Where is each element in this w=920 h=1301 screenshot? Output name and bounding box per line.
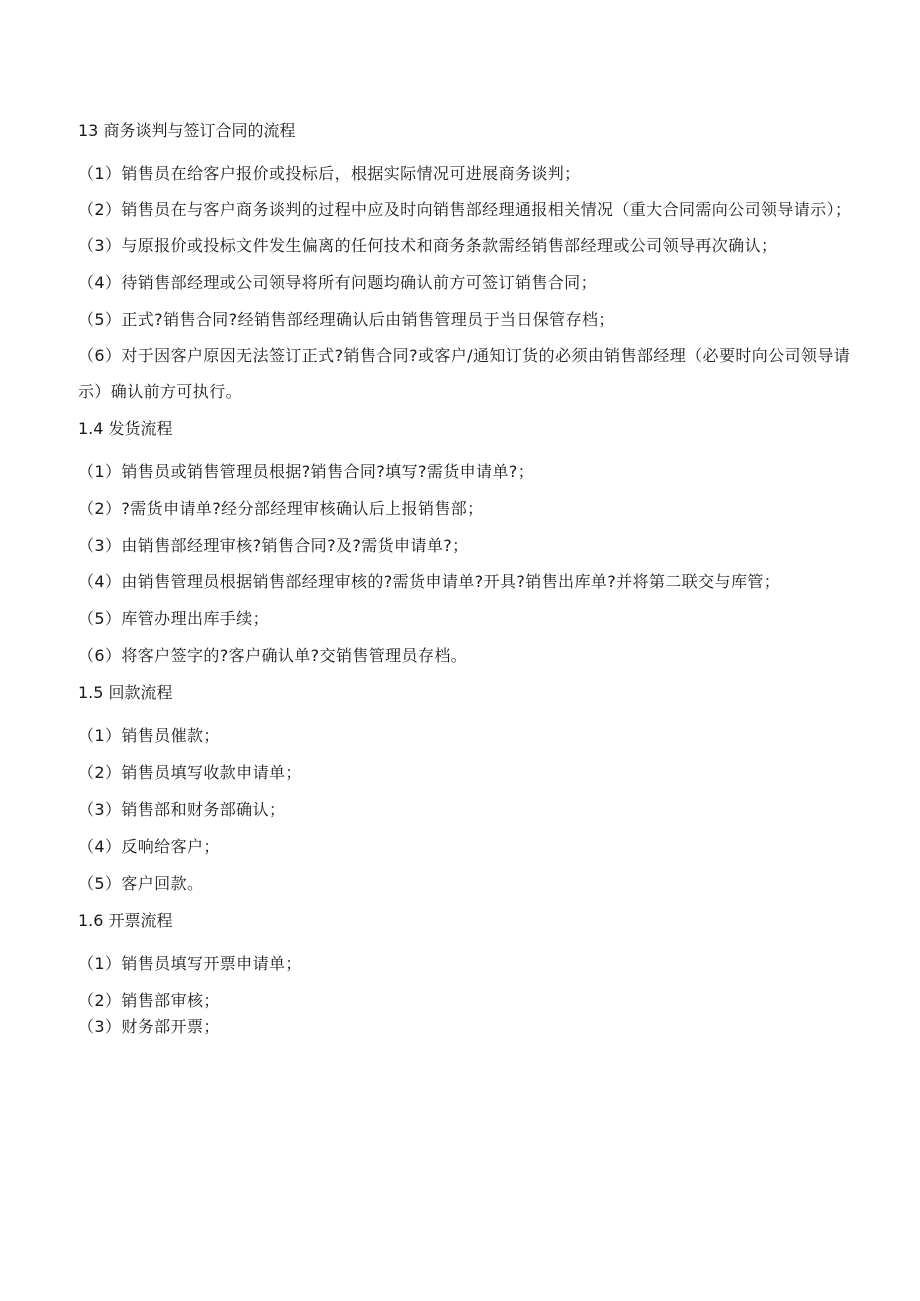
list-item: （4）反响给客户； [78,837,220,856]
section-delivery [78,416,858,674]
section-title: 1.4 发货流程 [78,419,173,438]
section-title: 1.5 回款流程 [78,683,173,702]
document-page [78,118,858,1040]
section-title: 13 商务谈判与签订合同的流程 [78,121,296,140]
list-item: （2）销售员在与客户商务谈判的过程中应及时向销售部经理通报相关情况（重大合同需向公司领导请示）； [78,200,852,219]
section-title: 1.6 开票流程 [78,911,173,930]
list-item: （2）?需货申请单?经分部经理审核确认后上报销售部； [78,499,484,518]
list-item: （3）与原报价或投标文件发生偏离的任何技术和商务条款需经销售部经理或公司领导再次确认； [78,236,778,255]
list-item: （1）销售员填写开票申请单； [78,954,302,973]
list-item: （3）由销售部经理审核?销售合同?及?需货申请单?； [78,536,469,555]
section-invoicing [78,908,858,1040]
section-contract-negotiation [78,118,858,410]
list-item: （4）由销售管理员根据销售部经理审核的?需货申请单?开具?销售出库单?并将第二联交与库管； [78,572,781,591]
list-item: （5）库管办理出库手续； [78,609,269,628]
list-item: （3）财务部开票； [78,1017,220,1036]
list-item: （5）正式?销售合同?经销售部经理确认后由销售管理员于当日保管存档； [78,310,615,329]
list-item: （6）将客户签字的?客户确认单?交销售管理员存档。 [78,646,468,665]
list-item: （2）销售员填写收款申请单； [78,763,302,782]
list-item: （5）客户回款。 [78,874,204,893]
list-item: （1）销售员在给客户报价或投标后，根据实际情况可进展商务谈判； [78,164,581,183]
list-item: （1）销售员催款； [78,726,220,745]
section-payment-collection [78,680,858,902]
list-item: （3）销售部和财务部确认； [78,800,286,819]
list-item: （4）待销售部经理或公司领导将所有问题均确认前方可签订销售合同； [78,273,597,292]
list-item: （1）销售员或销售管理员根据?销售合同?填写?需货申请单?； [78,462,535,481]
list-item: （6）对于因客户原因无法签订正式?销售合同?或客户/通知订货的必须由销售部经理（必要时向公司领导请示）确认前方可执行。 [78,346,851,401]
list-item: （2）销售部审核； [78,991,220,1010]
